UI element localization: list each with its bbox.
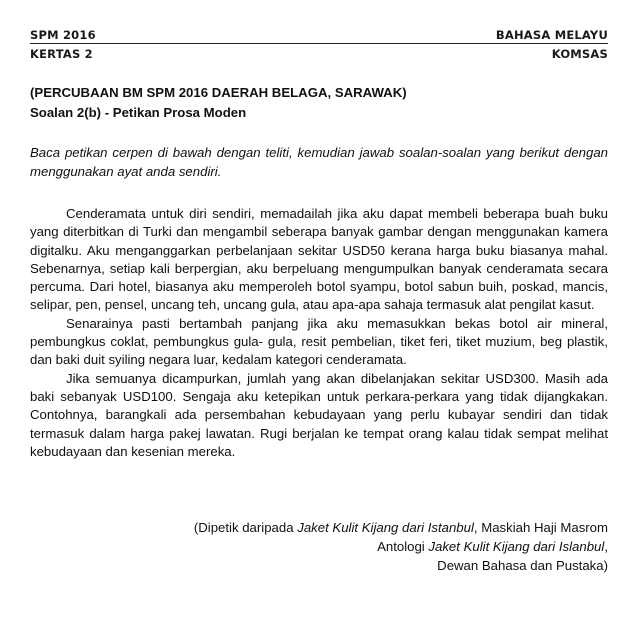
document-subtitle: Soalan 2(b) - Petikan Prosa Moden [30, 105, 247, 120]
citation-antologi-label: Antologi [377, 538, 429, 554]
source-citation [100, 519, 608, 575]
citation-author: , Maskiah Haji Masrom [473, 520, 608, 535]
citation-comma: , [604, 538, 608, 554]
instruction-text: Baca petikan cerpen di bawah dengan teliti, kemudian jawab soalan-soalan yang berikut dengan menggunakan ayat anda sendiri. [30, 145, 608, 179]
header-component: KOMSAS [551, 47, 608, 61]
passage-paragraph-2: Senarainya pasti bertambah panjang jika aku memasukkan bekas botol air mineral, pembungkus coklat, pembungkus gula- gula, resit pembelian, tiket feri, tiket muzium, beg plastik, dan baki duit syiling negara luar, kedalam kategori cenderamata. [30, 315, 608, 368]
passage-paragraph-3: Jika semuanya dicampurkan, jumlah yang akan dibelanjakan sekitar USD300. Masih ada baki sebanyak USD100. Sengaja aku ketepikan untuk perkara-perkara yang tidak dijangkakan. Contohnya, barangkali ada persembahan kebudayaan yang perlu kubayar sendiri dan tidak termasuk dalam harga pakej lawatan. Rugi berjalan ke tempat orang kalau tidak sempat melihat kebudayaan dan kesenian mereka. [30, 370, 608, 459]
header-subject: BAHASA MELAYU [495, 28, 608, 42]
passage-paragraph-1: Cenderamata untuk diri sendiri, memadailah jika aku dapat membeli beberapa buah buku yang diterbitkan di Turki dan mengambil seberapa banyak gambar dengan menggunakan kamera digitalku. Aku menganggarkan perbelanjaan sekitar USD50 kerana harga buku biasanya mahal. Sebenarnya, setiap kali berpergian, aku berpeluang mengumpulkan banyak cenderamata secara percuma. Dari hotel, biasanya aku memperoleh botol syampu, botol sabun buih, poskad, mancis, selipar, pen, pensel, uncang teh, uncang gula, atau apa-apa sahaja termasuk alat pengilat kasut. [30, 206, 608, 313]
citation-publisher: Dewan Bahasa dan Pustaka) [437, 557, 608, 573]
header-row-bottom [30, 47, 608, 61]
header-exam-year: SPM 2016 [30, 28, 96, 42]
passage [30, 205, 608, 461]
citation-title: Jaket Kulit Kijang dari Istanbul [297, 520, 474, 535]
citation-prefix: (Dipetik daripada [193, 520, 298, 535]
header-divider [30, 43, 608, 44]
header-paper: KERTAS 2 [30, 47, 93, 61]
header-row-top [30, 28, 608, 42]
citation-line-2 [100, 538, 608, 557]
document-title: (PERCUBAAN BM SPM 2016 DAERAH BELAGA, SARAWAK) [30, 85, 407, 100]
citation-antologi-title: Jaket Kulit Kijang dari Islanbul [428, 538, 605, 554]
citation-line-1 [100, 519, 608, 538]
